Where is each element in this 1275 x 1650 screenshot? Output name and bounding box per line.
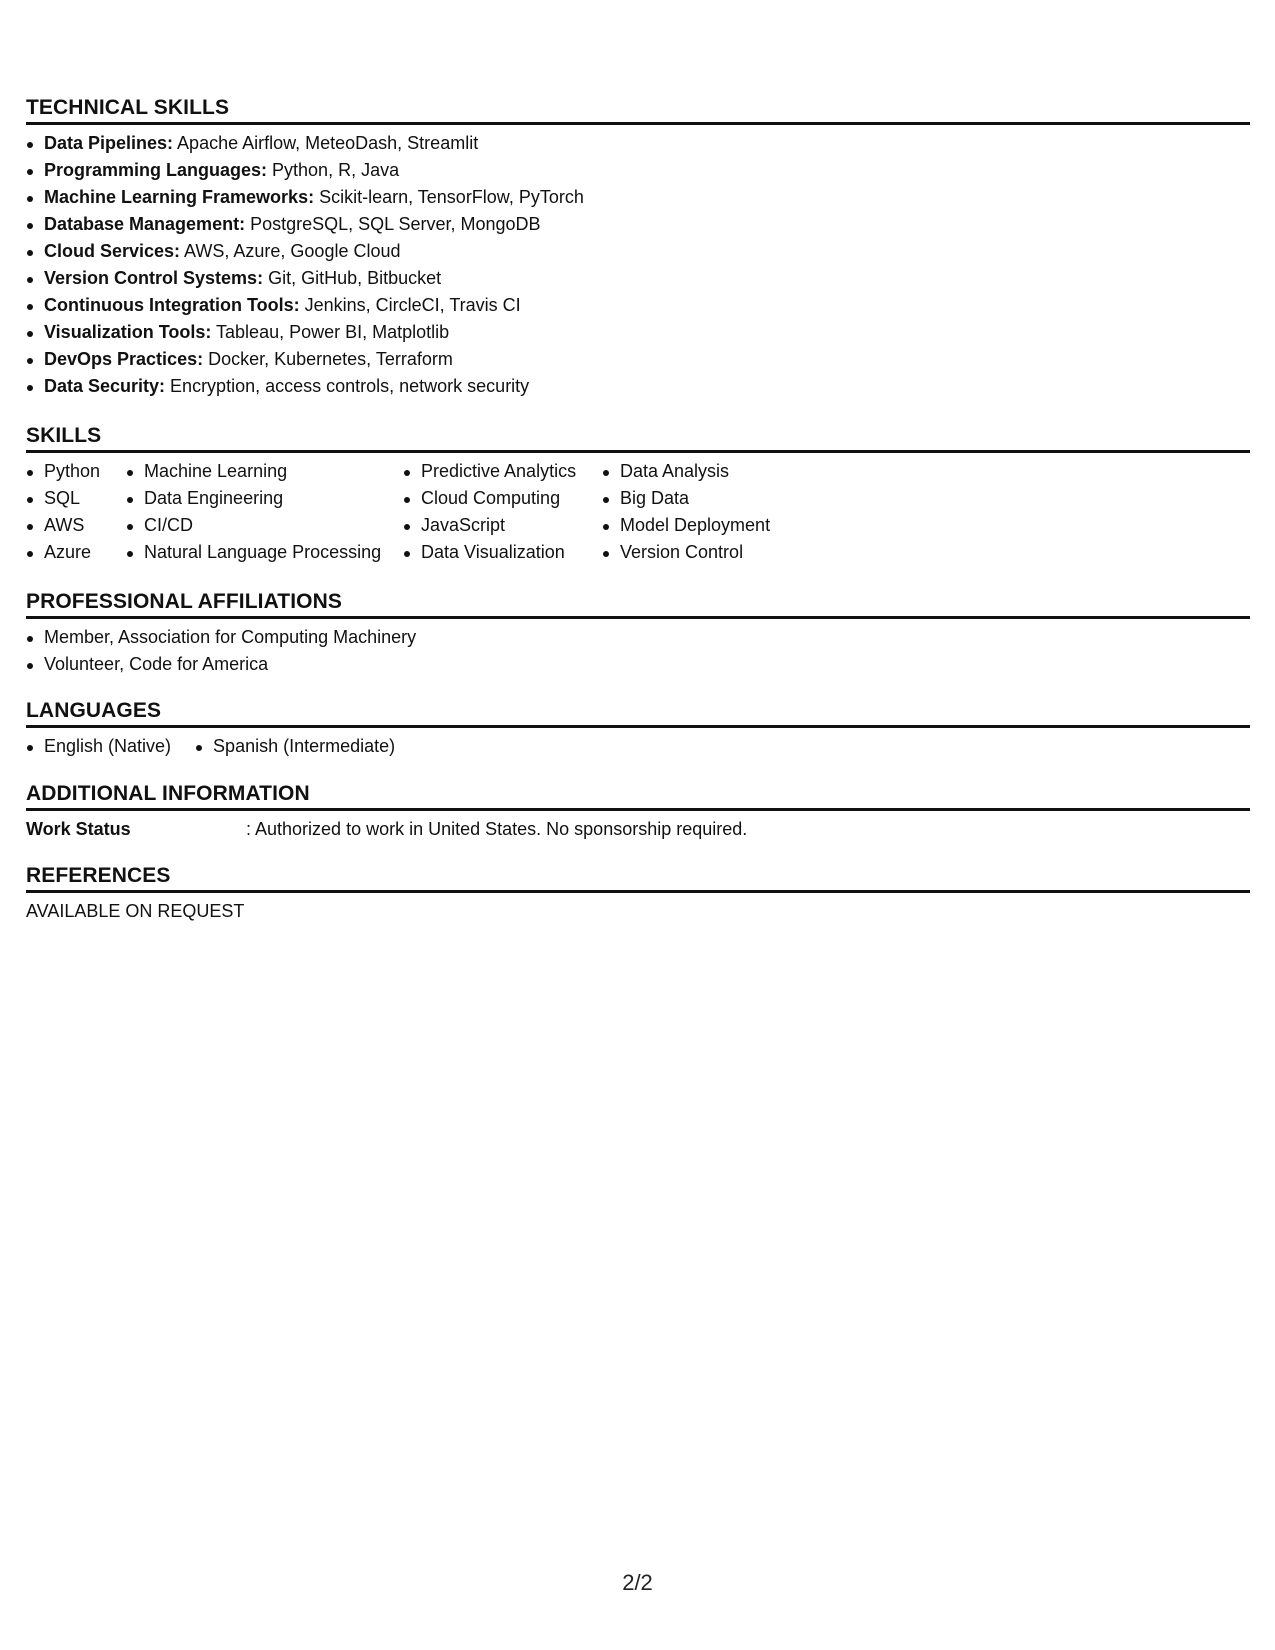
technical-skill-label: Database Management: (44, 214, 246, 234)
technical-skill-item (26, 238, 1250, 265)
technical-skill-label: DevOps Practices: (44, 349, 204, 369)
section-divider (26, 890, 1250, 893)
skills-column (126, 458, 403, 566)
technical-skill-item (26, 130, 1250, 157)
technical-skill-item (26, 211, 1250, 238)
skill-item: Data Visualization (403, 539, 602, 566)
technical-skill-value: Scikit-learn, TensorFlow, PyTorch (314, 187, 584, 207)
additional-info-section (26, 780, 1250, 843)
references-text: AVAILABLE ON REQUEST (26, 901, 245, 921)
skill-item: Version Control (602, 539, 802, 566)
affiliations-list (26, 624, 1250, 678)
language-item: Spanish (Intermediate) (195, 733, 395, 760)
skill-item: CI/CD (126, 512, 403, 539)
skill-item: Model Deployment (602, 512, 802, 539)
work-status-label: Work Status (26, 819, 131, 839)
skill-item: Azure (26, 539, 126, 566)
technical-skill-label: Continuous Integration Tools: (44, 295, 300, 315)
skills-column (403, 458, 602, 566)
section-title-additional-info: ADDITIONAL INFORMATION (26, 782, 310, 805)
skill-item: Big Data (602, 485, 802, 512)
technical-skill-value: Docker, Kubernetes, Terraform (203, 349, 453, 369)
skill-item: Natural Language Processing (126, 539, 403, 566)
skill-item: Machine Learning (126, 458, 403, 485)
section-divider (26, 450, 1250, 453)
section-divider (26, 122, 1250, 125)
technical-skill-item (26, 319, 1250, 346)
technical-skill-item (26, 157, 1250, 184)
languages-list (26, 733, 1250, 760)
resume-page (26, 0, 1250, 1650)
skills-section (26, 422, 1250, 566)
language-item: English (Native) (26, 733, 171, 760)
skill-item: AWS (26, 512, 126, 539)
skills-column (26, 458, 126, 566)
technical-skill-item (26, 292, 1250, 319)
work-status-value: : Authorized to work in United States. No sponsorship required. (246, 819, 748, 839)
skill-item: Python (26, 458, 126, 485)
technical-skill-item (26, 184, 1250, 211)
technical-skill-label: Machine Learning Frameworks: (44, 187, 315, 207)
technical-skill-item (26, 373, 1250, 400)
technical-skill-value: Git, GitHub, Bitbucket (263, 268, 442, 288)
technical-skill-value: Encryption, access controls, network security (165, 376, 530, 396)
skill-item: SQL (26, 485, 126, 512)
skill-item: JavaScript (403, 512, 602, 539)
section-title-skills: SKILLS (26, 424, 102, 447)
skill-item: Data Engineering (126, 485, 403, 512)
technical-skill-value: Apache Airflow, MeteoDash, Streamlit (173, 133, 479, 153)
skill-item: Cloud Computing (403, 485, 602, 512)
section-divider (26, 808, 1250, 811)
technical-skills-list (26, 130, 1250, 400)
section-title-affiliations: PROFESSIONAL AFFILIATIONS (26, 590, 342, 613)
section-divider (26, 725, 1250, 728)
technical-skill-value: Python, R, Java (267, 160, 400, 180)
technical-skill-value: Jenkins, CircleCI, Travis CI (299, 295, 521, 315)
page-number: 2/2 (622, 1570, 653, 1595)
affiliation-item: Member, Association for Computing Machinery (26, 624, 1250, 651)
references-section (26, 862, 1250, 925)
technical-skill-label: Data Security: (44, 376, 166, 396)
technical-skill-label: Version Control Systems: (44, 268, 264, 288)
technical-skill-label: Programming Languages: (44, 160, 268, 180)
technical-skills-section (26, 94, 1250, 400)
section-title-languages: LANGUAGES (26, 699, 162, 722)
affiliation-item: Volunteer, Code for America (26, 651, 1250, 678)
technical-skill-item (26, 265, 1250, 292)
section-divider (26, 616, 1250, 619)
section-title-references: REFERENCES (26, 864, 171, 887)
technical-skill-label: Data Pipelines: (44, 133, 174, 153)
skills-column (602, 458, 802, 566)
languages-section (26, 697, 1250, 760)
skill-item: Predictive Analytics (403, 458, 602, 485)
technical-skill-value: AWS, Azure, Google Cloud (180, 241, 401, 261)
skills-grid (26, 458, 1250, 566)
technical-skill-value: PostgreSQL, SQL Server, MongoDB (245, 214, 541, 234)
section-title-technical-skills: TECHNICAL SKILLS (26, 96, 230, 119)
technical-skill-item (26, 346, 1250, 373)
technical-skill-label: Cloud Services: (44, 241, 181, 261)
work-status-row (26, 816, 1250, 843)
affiliations-section (26, 588, 1250, 678)
technical-skill-value: Tableau, Power BI, Matplotlib (211, 322, 450, 342)
skill-item: Data Analysis (602, 458, 802, 485)
technical-skill-label: Visualization Tools: (44, 322, 212, 342)
